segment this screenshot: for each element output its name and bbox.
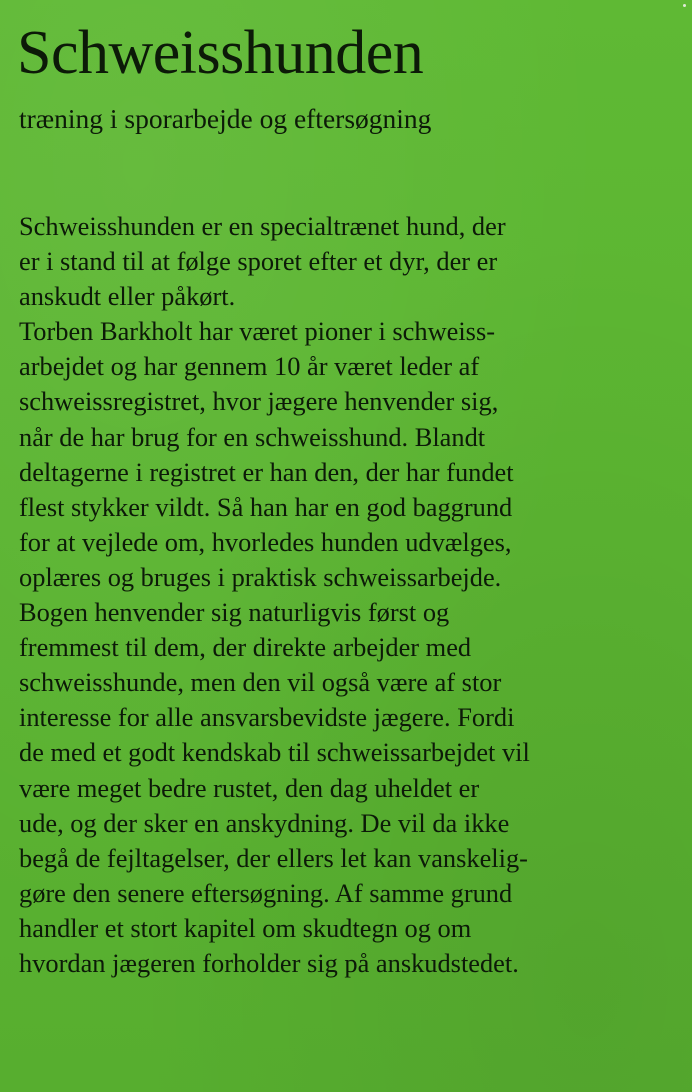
blurb-text (19, 209, 679, 981)
blurb-line: schweissregistret, hvor jægere henvender sig, (19, 386, 499, 417)
blurb-line: Schweisshunden er en specialtrænet hund, der (19, 211, 506, 241)
blurb-line: arbejdet og har gennem 10 år været leder af (19, 351, 480, 382)
book-title: Schweisshunden (17, 19, 424, 87)
blurb-line: fremmest til dem, der direkte arbejder med (19, 632, 472, 663)
blurb-line: begå de fejltagelser, der ellers let kan vanskelig- (19, 842, 528, 873)
blurb-line: når de har brug for en schweisshund. Blandt (19, 421, 486, 452)
blurb-line: for at vejlede om, hvorledes hunden udvælges, (19, 526, 512, 557)
blurb-line: interesse for alle ansvarsbevidste jægere. Fordi (19, 702, 515, 733)
scan-speck (683, 4, 686, 7)
blurb-line: flest stykker vildt. Så han har en god baggrund (19, 491, 513, 522)
blurb-line: Bogen henvender sig naturligvis først og (19, 597, 450, 628)
blurb-line: schweisshunde, men den vil også være af stor (19, 667, 502, 698)
blurb-line: hvordan jægeren forholder sig på anskudstedet. (19, 947, 519, 978)
blurb-line: oplæres og bruges i praktisk schweissarbejde. (19, 561, 502, 592)
blurb-line: gøre den senere eftersøgning. Af samme grund (19, 877, 513, 908)
book-subtitle: træning i sporarbejde og eftersøgning (19, 103, 432, 134)
blurb-line: Torben Barkholt har været pioner i schweiss- (19, 316, 495, 347)
blurb-line: være meget bedre rustet, den dag uheldet er (19, 772, 480, 803)
blurb-line: de med et godt kendskab til schweissarbejdet vil (19, 737, 530, 768)
blurb-line: anskudt eller påkørt. (19, 281, 236, 312)
blurb-line: handler et stort kapitel om skudtegn og om (19, 912, 472, 943)
blurb-line: deltagerne i registret er han den, der har fundet (19, 456, 514, 487)
blurb-line: ude, og der sker en anskydning. De vil da ikke (19, 807, 510, 838)
blurb-line: er i stand til at følge sporet efter et dyr, der er (19, 246, 498, 277)
